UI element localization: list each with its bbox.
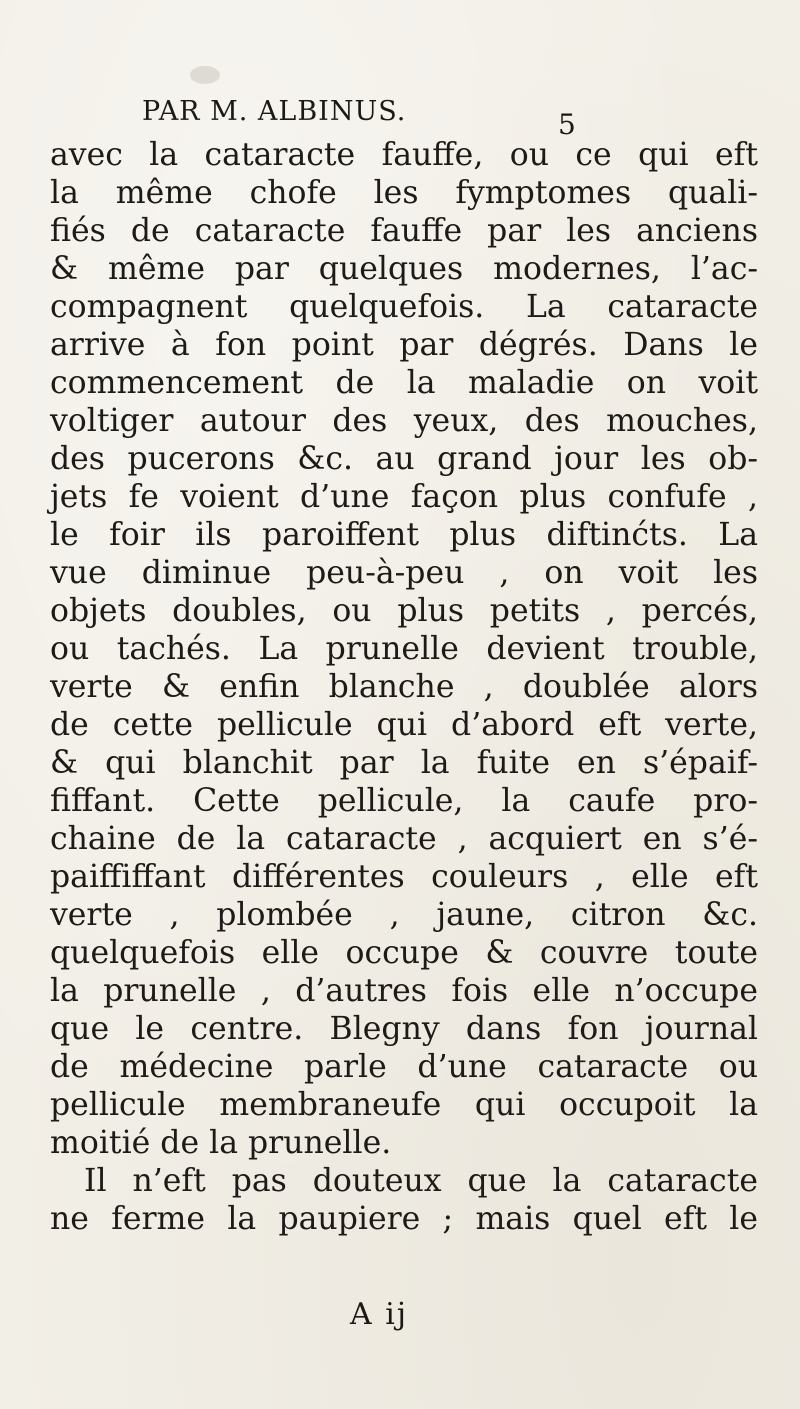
text-line: pellicule membraneufe qui occupoit la xyxy=(50,1087,758,1123)
text-line: chaine de la cataracte , acquiert en s’é- xyxy=(50,821,758,857)
text-line: commencement de la maladie on voit xyxy=(50,365,758,401)
paragraph-end-line: moitié de la prunelle. xyxy=(50,1125,392,1161)
text-line: fiffant. Cette pellicule, la caufe pro- xyxy=(50,783,758,819)
text-line: le foir ils paroiffent plus diftinćts. La xyxy=(50,517,758,553)
text-line: voltiger autour des yeux, des mouches, xyxy=(50,403,758,439)
text-line: & qui blanchit par la fuite en s’épaif- xyxy=(50,745,758,781)
page-number: 5 xyxy=(558,108,576,141)
text-line: objets doubles, ou plus petits , percés, xyxy=(50,593,758,629)
text-line: des pucerons &c. au grand jour les ob- xyxy=(50,441,758,477)
running-title: PAR M. ALBINUS. xyxy=(142,96,407,127)
body-text xyxy=(50,136,758,1238)
signature-mark: A ij xyxy=(350,1297,409,1332)
text-line: fiés de cataracte fauffe par les anciens xyxy=(50,213,758,249)
text-line: arrive à fon point par dégrés. Dans le xyxy=(50,327,758,363)
paragraph-start-line: Il n’eft pas douteux que la cataracte xyxy=(84,1163,758,1199)
text-line: de cette pellicule qui d’abord eft verte, xyxy=(50,707,758,743)
text-line: ne ferme la paupiere ; mais quel eft le xyxy=(50,1201,758,1237)
text-line: paiffiffant différentes couleurs , elle eft xyxy=(50,859,758,895)
text-line: jets fe voient d’une façon plus confufe , xyxy=(50,479,758,515)
text-line: de médecine parle d’une cataracte ou xyxy=(50,1049,758,1085)
text-line: vue diminue peu-à-peu , on voit les xyxy=(50,555,758,591)
text-line: verte , plombée , jaune, citron &c. xyxy=(50,897,758,933)
text-line: que le centre. Blegny dans fon journal xyxy=(50,1011,758,1047)
text-line: compagnent quelquefois. La cataracte xyxy=(50,289,758,325)
text-line: avec la cataracte fauffe, ou ce qui eft xyxy=(50,137,758,173)
ink-smudge xyxy=(190,66,220,84)
text-line: quelquefois elle occupe & couvre toute xyxy=(50,935,758,971)
text-line: ou tachés. La prunelle devient trouble, xyxy=(50,631,758,667)
text-line: la même chofe les fymptomes quali- xyxy=(50,175,758,211)
text-line: la prunelle , d’autres fois elle n’occupe xyxy=(50,973,758,1009)
text-line: verte & enfin blanche , doublée alors xyxy=(50,669,758,705)
text-line: & même par quelques modernes, l’ac- xyxy=(50,251,758,287)
